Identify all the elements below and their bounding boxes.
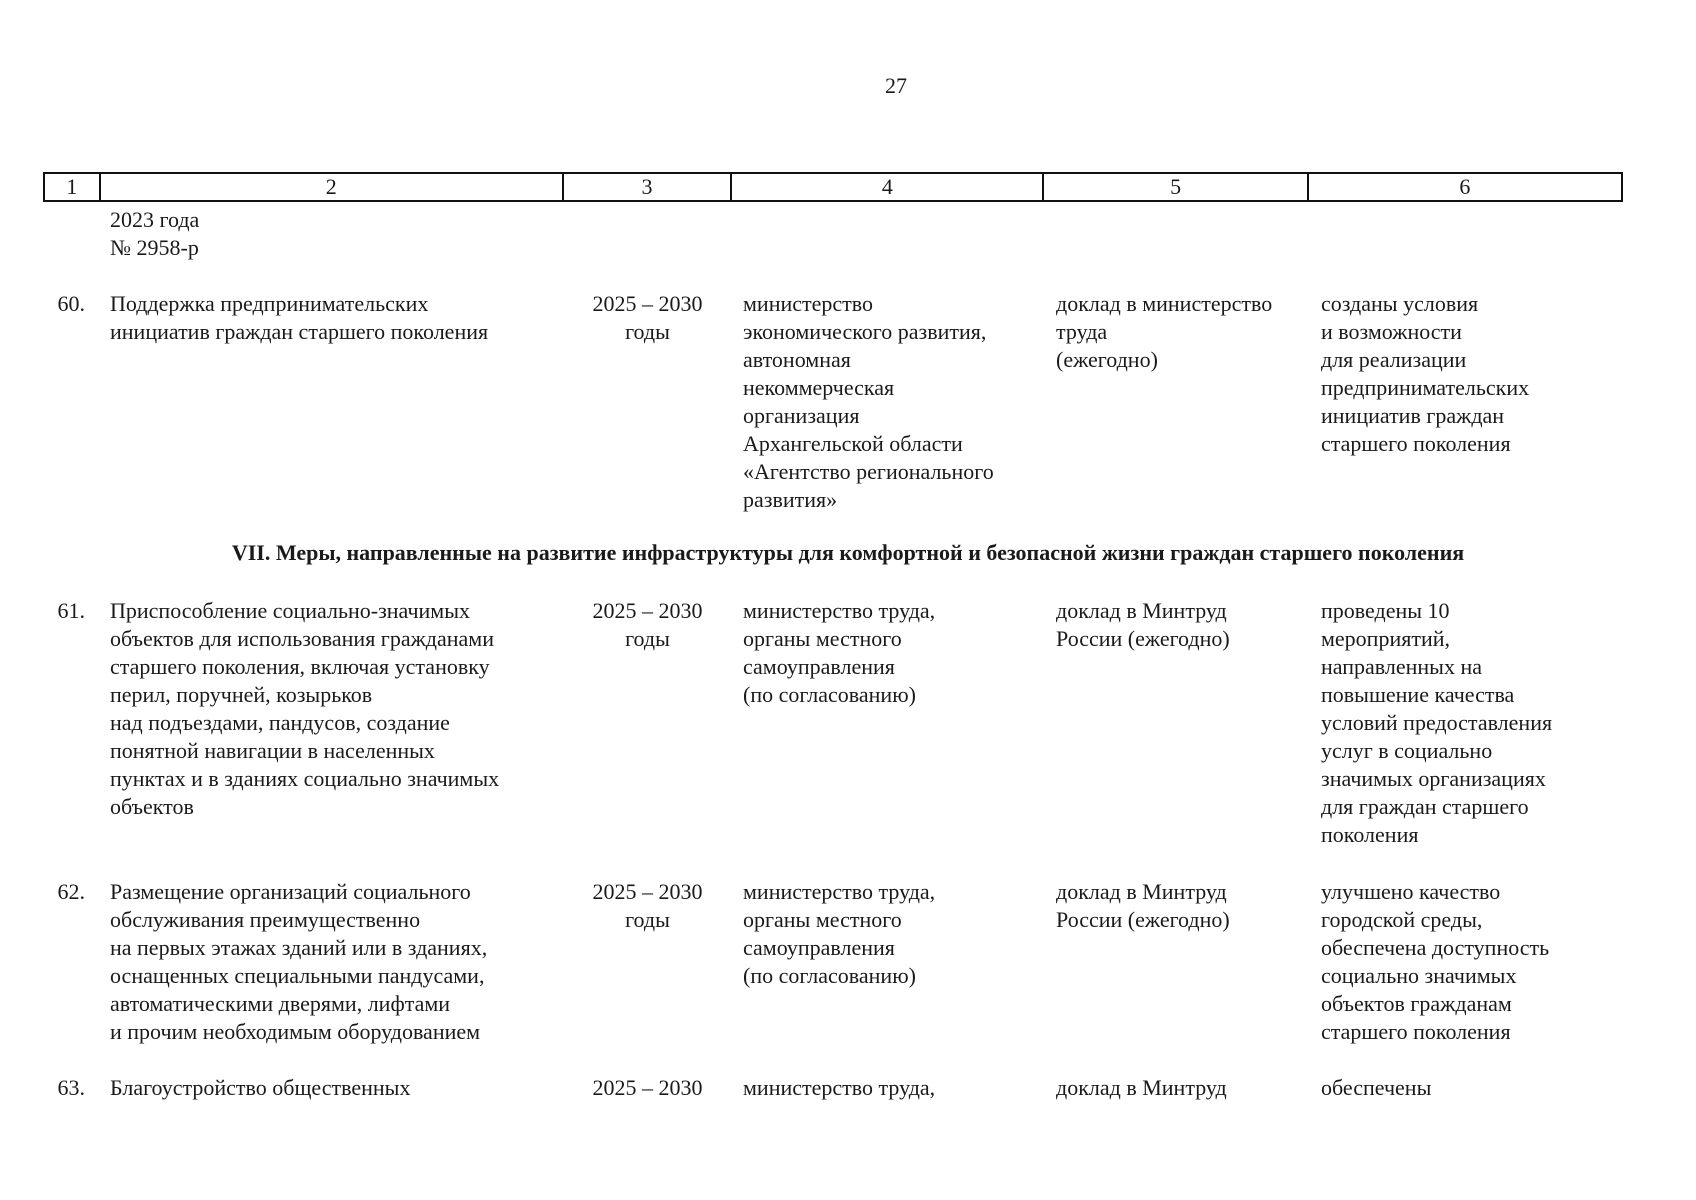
page-number: 27 <box>885 73 907 98</box>
row-description: Благоустройство общественных <box>110 1075 411 1100</box>
row-number: 60. <box>57 291 85 316</box>
section-title: VII. Меры, направленные на развитие инфраструктуры для комфортной и безопасной жизни граждан старшего поколения <box>231 540 1465 565</box>
row-description: Поддержка предпринимательских инициатив граждан старшего поколения <box>110 291 489 344</box>
row-number: 62. <box>57 879 85 904</box>
row-term: 2025 – 2030 годы <box>592 879 703 932</box>
row-number <box>43 206 99 262</box>
row-report: доклад в министерство труда (ежегодно) <box>1056 291 1273 372</box>
table-row-61 <box>43 597 1623 849</box>
row-number: 63. <box>57 1075 85 1100</box>
row-term: 2025 – 2030 годы <box>592 598 703 651</box>
row-report: доклад в Минтруд <box>1056 1075 1227 1100</box>
column-number-header <box>43 172 1623 202</box>
row-result: обеспечены <box>1321 1075 1432 1100</box>
row-report: доклад в Минтруд России (ежегодно) <box>1056 879 1230 932</box>
row-number: 61. <box>57 598 85 623</box>
row-result: улучшено качество городской среды, обеспечена доступность социально значимых объектов гражданам старшего поколения <box>1321 879 1550 1044</box>
table-row-60 <box>43 290 1623 514</box>
header-col-2: 2 <box>101 174 564 200</box>
row-description: 2023 года № 2958-р <box>110 207 200 260</box>
row-term: 2025 – 2030 <box>592 1075 703 1100</box>
row-executor: министерство труда, органы местного самоуправления (по согласованию) <box>743 598 936 707</box>
header-col-1: 1 <box>45 174 101 200</box>
row-result: проведены 10 мероприятий, направленных на повышение качества условий предоставления услуг в социально значимых организациях для граждан старшего поколения <box>1321 598 1553 847</box>
row-result: созданы условия и возможности для реализации предпринимательских инициатив граждан старшего поколения <box>1321 291 1530 456</box>
table-row-carryover <box>43 206 1623 262</box>
row-description: Размещение организаций социального обслуживания преимущественно на первых этажах зданий или в зданиях, оснащенных специальными пандусами, автоматическими дверями, лифтами и прочим необходимым оборудованием <box>110 879 488 1044</box>
row-executor: министерство экономического развития, автономная некоммерческая организация Архангельской области «Агентство регионального развития» <box>743 291 994 512</box>
table-row-62 <box>43 878 1623 1046</box>
header-col-4: 4 <box>732 174 1044 200</box>
row-report: доклад в Минтруд России (ежегодно) <box>1056 598 1230 651</box>
header-col-3: 3 <box>564 174 733 200</box>
row-executor: министерство труда, <box>743 1075 936 1100</box>
header-col-5: 5 <box>1044 174 1308 200</box>
row-executor: министерство труда, органы местного самоуправления (по согласованию) <box>743 879 936 988</box>
row-term: 2025 – 2030 годы <box>592 291 703 344</box>
table-row-63 <box>43 1074 1623 1102</box>
row-description: Приспособление социально-значимых объектов для использования гражданами старшего поколения, включая установку перил, поручней, козырьков над подъездами, пандусов, создание понятной навигации в населенных пунктах и в зданиях социально значимых объектов <box>110 598 500 819</box>
header-col-6: 6 <box>1459 174 1471 199</box>
